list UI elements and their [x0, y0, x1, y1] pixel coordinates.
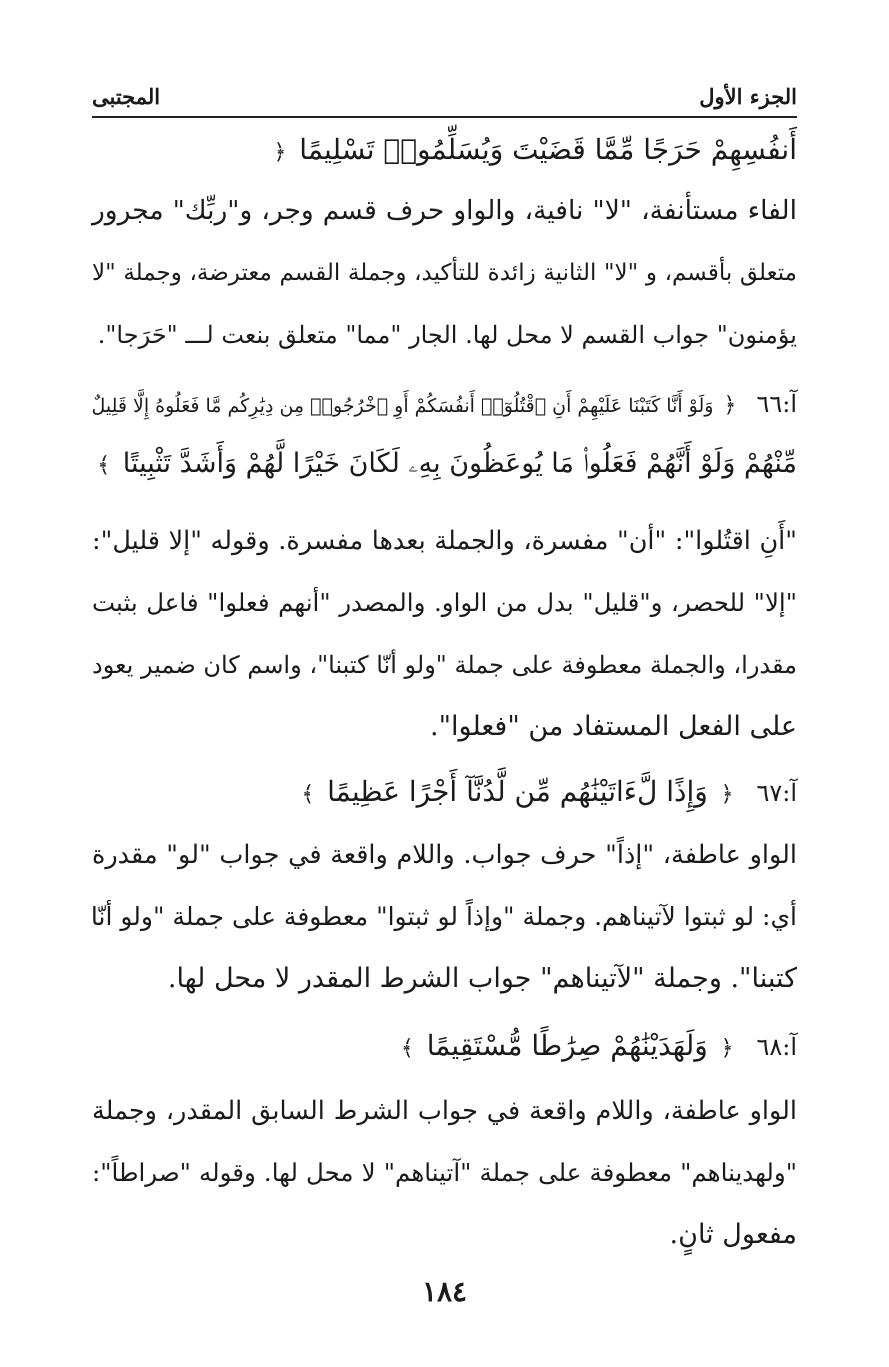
text-line: الواو عاطفة، "إذاً" حرف جواب. واللام واقعة في جواب "لو" مقدرة: [92, 840, 797, 870]
verse-67-number: آ:٦٧: [756, 779, 797, 807]
paragraph-68: [92, 1080, 797, 1266]
paragraph-65: [92, 180, 797, 366]
text-line: "أَنِ اقتُلوا": "أن" مفسرة، والجملة بعدها مفسرة. وقوله "إلا قليل":: [92, 526, 797, 556]
verse-68-text: وَلَهَدَيْنَٰهُمْ صِرَٰطًا مُّسْتَقِيمًا: [426, 1029, 708, 1062]
text-line: الفاء مستأنفة، "لا" نافية، والواو حرف قسم وجر، و"ربِّك" مجرور: [92, 195, 797, 226]
text-line: على الفعل المستفاد من "فعلوا".: [430, 711, 797, 742]
text-line: مفعول ثانٍ.: [669, 1219, 797, 1250]
verse-67-text: وَإِذًا لَّءَاتَيْنَٰهُم مِّن لَّدُنَّآ أَجْرًا عَظِيمًا: [327, 775, 708, 808]
verse-66-text-1: وَلَوْ أَنَّا كَتَبْنَا عَلَيْهِمْ أَنِ ٱقْتُلُوٓا۟ أَنفُسَكُمْ أَوِ ٱخْرُجُوا۟ مِن دِيَٰرِكُم مَّا فَعَلُوهُ إِلَّا قَلِيلٌ: [91, 395, 714, 417]
running-header: [92, 82, 797, 116]
text-line: متعلق بأقسم، و "لا" الثانية زائدة للتأكيد، وجملة القسم معترضة، وجملة "لا: [92, 260, 797, 286]
verse-66-line-2: [92, 438, 797, 492]
verse-close-bracket: ﴾: [301, 782, 315, 807]
verse-open-bracket: ﴿: [723, 393, 737, 418]
paragraph-67: [92, 824, 797, 1010]
verse-65-continuation: [92, 124, 797, 179]
text-line: "إلا" للحصر، و"قليل" بدل من الواو. والمصدر "أنهم فعلوا" فاعل بثبت: [92, 588, 797, 617]
verse-67: [92, 766, 797, 821]
verse-open-bracket: ﴿: [720, 782, 734, 807]
text-line: الواو عاطفة، واللام واقعة في جواب الشرط السابق المقدر، وجملة: [92, 1096, 797, 1126]
verse-66-line-1: [92, 378, 797, 432]
verse-66-number: آ:٦٦: [756, 390, 797, 418]
text-line: أي: لو ثبتوا لآتيناهم. وجملة "وإذاً لو ثبتوا" معطوفة على جملة "ولو أنّا: [90, 902, 797, 931]
verse-open-bracket: ﴿: [720, 1036, 734, 1061]
paragraph-66: [92, 510, 797, 758]
verse-close-bracket: ﴾: [400, 1036, 414, 1061]
text-line: مقدرا، والجملة معطوفة على جملة "ولو أنّا كتبنا"، واسم كان ضمير يعود: [92, 651, 798, 679]
text-line: "ولهديناهم" معطوفة على جملة "آتيناهم" لا محل لها. وقوله "صراطاً":: [92, 1158, 797, 1187]
verse-68: [92, 1020, 797, 1075]
verse-close-bracket: ﴾: [97, 453, 111, 478]
verse-close-bracket: ﴿: [273, 140, 287, 165]
verse-68-number: آ:٦٨: [756, 1033, 797, 1061]
verse-66-text-2: مِّنْهُمْ وَلَوْ أَنَّهُمْ فَعَلُوا۟ مَا يُوعَظُونَ بِهِۦ لَكَانَ خَيْرًا لَّهُمْ وَأَشَدَّ تَثْبِيتًا: [122, 448, 797, 479]
text-line: يؤمنون" جواب القسم لا محل لها. الجار "مما" متعلق بنعت لـــ "حَرَجا".: [97, 321, 797, 349]
verse-65-text: أَنفُسِهِمْ حَرَجًا مِّمَّا قَضَيْتَ وَيُسَلِّمُوا۟ تَسْلِيمًا: [299, 133, 797, 166]
part-label: الجزء الأول: [699, 84, 797, 109]
text-line: كتبنا". وجملة "لآتيناهم" جواب الشرط المقدر لا محل لها.: [167, 963, 797, 994]
header-rule: [92, 116, 797, 118]
page-number: ١٨٤: [421, 1275, 468, 1308]
book-title: المجتبى: [92, 84, 161, 109]
